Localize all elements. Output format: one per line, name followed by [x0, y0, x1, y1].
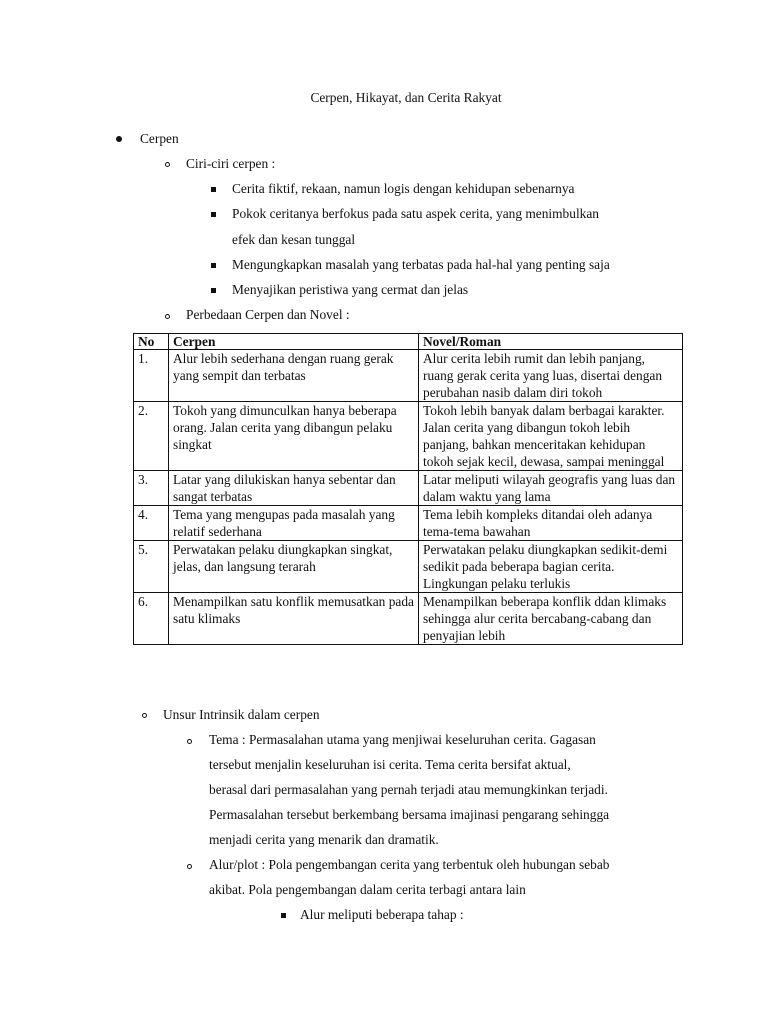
- table-row: [134, 350, 683, 402]
- cell-no: 4.: [134, 506, 169, 541]
- ciri-item-4: Menyajikan peristiwa yang cermat dan jelas: [232, 282, 469, 297]
- table-row: [134, 506, 683, 541]
- tema-line-1: Tema : Permasalahan utama yang menjiwai keseluruhan cerita. Gagasan: [209, 732, 596, 747]
- cell-no: 6.: [134, 593, 169, 645]
- page-title: Cerpen, Hikayat, dan Cerita Rakyat: [310, 90, 502, 105]
- circle-bullet: [165, 162, 170, 167]
- tema-line-3: berasal dari permasalahan yang pernah terjadi atau memungkinkan terjadi.: [209, 782, 608, 797]
- cell-cerpen: Menampilkan satu konflik memusatkan pada satu klimaks: [169, 593, 419, 645]
- comparison-table: [133, 333, 683, 645]
- circle-bullet: [187, 739, 192, 744]
- alur-line-1: Alur/plot : Pola pengembangan cerita yang terbentuk oleh hubungan sebab: [209, 857, 610, 872]
- square-bullet: [211, 288, 216, 293]
- alur-line-2: akibat. Pola pengembangan dalam cerita terbagi antara lain: [209, 882, 526, 897]
- square-bullet: [211, 263, 216, 268]
- alur-sub-item: Alur meliputi beberapa tahap :: [300, 907, 464, 922]
- unsur-heading: Unsur Intrinsik dalam cerpen: [163, 707, 320, 722]
- tema-line-2: tersebut menjalin keseluruhan isi cerita. Tema cerita bersifat aktual,: [209, 757, 571, 772]
- section-cerpen-heading: Cerpen: [140, 131, 179, 146]
- circle-bullet: [165, 314, 170, 319]
- ciri-item-1: Cerita fiktif, rekaan, namun logis dengan kehidupan sebenarnya: [232, 181, 575, 196]
- ciri-item-2-continued: efek dan kesan tunggal: [232, 232, 356, 247]
- cell-cerpen: Tema yang mengupas pada masalah yang relatif sederhana: [169, 506, 419, 541]
- cell-novel: Perwatakan pelaku diungkapkan sedikit-demi sedikit pada beberapa bagian cerita. Lingkungan pelaku terlukis: [419, 541, 683, 593]
- cell-novel: Tema lebih kompleks ditandai oleh adanya tema-tema bawahan: [419, 506, 683, 541]
- cell-novel: Alur cerita lebih rumit dan lebih panjang, ruang gerak cerita yang luas, disertai dengan perubahan nasib dalam diri tokoh: [419, 350, 683, 402]
- square-bullet: [281, 913, 286, 918]
- tema-line-4: Permasalahan tersebut berkembang bersama imajinasi pengarang sehingga: [209, 807, 610, 822]
- cell-novel: Latar meliputi wilayah geografis yang luas dan dalam waktu yang lama: [419, 471, 683, 506]
- table-row: [134, 593, 683, 645]
- square-bullet: [211, 212, 216, 217]
- ciri-item-2: Pokok ceritanya berfokus pada satu aspek cerita, yang menimbulkan: [232, 206, 600, 221]
- cell-cerpen: Alur lebih sederhana dengan ruang gerak yang sempit dan terbatas: [169, 350, 419, 402]
- circle-bullet: [187, 864, 192, 869]
- disc-bullet: [116, 136, 122, 142]
- cell-novel: Tokoh lebih banyak dalam berbagai karakter. Jalan cerita yang dibangun tokoh lebih panjang, bahkan menceritakan kehidupan tokoh sejak kecil, dewasa, sampai meninggal: [419, 402, 683, 471]
- table-row: [134, 541, 683, 593]
- header-no: No: [134, 334, 169, 350]
- tema-line-5: menjadi cerita yang menarik dan dramatik.: [209, 832, 439, 847]
- circle-bullet: [142, 713, 147, 718]
- cell-cerpen: Latar yang dilukiskan hanya sebentar dan sangat terbatas: [169, 471, 419, 506]
- perbedaan-heading: Perbedaan Cerpen dan Novel :: [186, 307, 350, 322]
- table-row: [134, 402, 683, 471]
- ciri-item-3: Mengungkapkan masalah yang terbatas pada hal-hal yang penting saja: [232, 257, 610, 272]
- cell-novel: Menampilkan beberapa konflik ddan klimaks sehingga alur cerita bercabang-cabang dan penyajian lebih: [419, 593, 683, 645]
- cell-cerpen: Tokoh yang dimunculkan hanya beberapa orang. Jalan cerita yang dibangun pelaku singkat: [169, 402, 419, 471]
- cell-no: 3.: [134, 471, 169, 506]
- ciri-ciri-heading: Ciri-ciri cerpen :: [186, 156, 276, 171]
- cell-no: 5.: [134, 541, 169, 593]
- table-header-row: [134, 334, 683, 350]
- cell-no: 1.: [134, 350, 169, 402]
- table-row: [134, 471, 683, 506]
- header-cerpen: Cerpen: [169, 334, 419, 350]
- header-novel: Novel/Roman: [419, 334, 683, 350]
- cell-cerpen: Perwatakan pelaku diungkapkan singkat, jelas, dan langsung terarah: [169, 541, 419, 593]
- square-bullet: [211, 187, 216, 192]
- cell-no: 2.: [134, 402, 169, 471]
